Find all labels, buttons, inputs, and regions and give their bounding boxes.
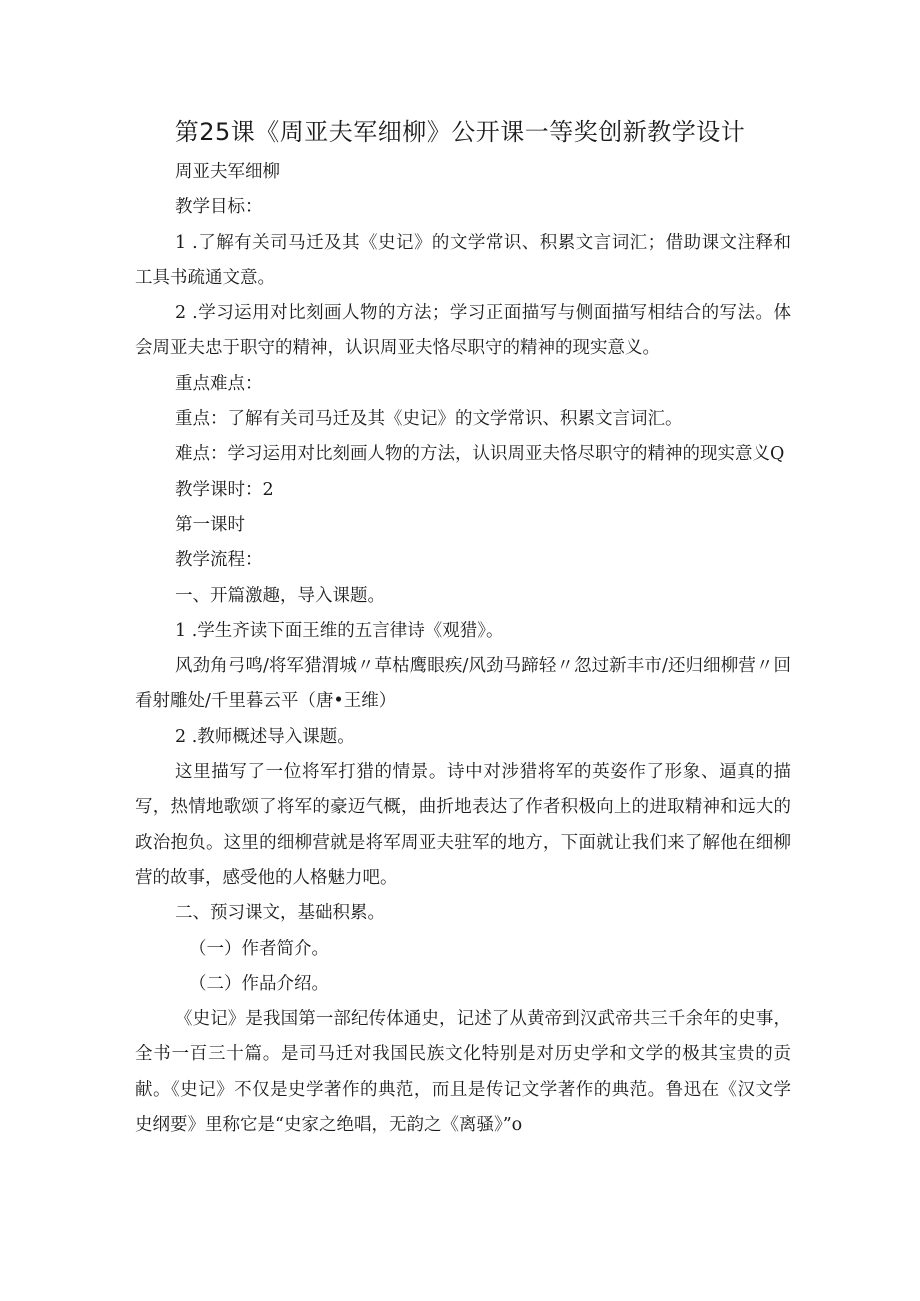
paragraph-lesson-name: 周亚夫军细柳: [175, 162, 280, 182]
paragraph-introduction: 这里描写了一位将军打猎的情景。诗中对涉猎将军的英姿作了形象、逼真的描写，热情地歌颂了将军的豪迈气概，曲折地表达了作者积极向上的进取精神和远大的政治抱负。这里的细柳营就是将军周亚夫驻军的地方，下面就让我们来了解他在细柳营的故事，感受他的人格魅力吧。: [135, 762, 791, 888]
paragraph-step-2: 2 .教师概述导入课题。: [175, 726, 355, 747]
paragraph-key-point: 重点：了解有关司马迁及其《史记》的文学常识、积累文言词汇。: [175, 409, 683, 430]
paragraph-process-heading: 教学流程：: [175, 550, 263, 571]
document-body: [135, 155, 791, 1143]
paragraph-section-two: 二、预习课文，基础积累。: [175, 903, 385, 924]
paragraph-objectives-heading: 教学目标：: [175, 197, 263, 218]
paragraph-shiji-description: 《史记》是我国第一部纪传体通史，记述了从黄帝到汉武帝共三千余年的史事，全书一百三十篇。是司马迁对我国民族文化特别是对历史学和文学的极其宝贵的贡献。《史记》不仅是史学著作的典范，而且是传记文学著作的典范。鲁迅在《汉文学史纲要》里称它是“史家之绝唱，无韵之《离骚》”o: [135, 1009, 791, 1136]
paragraph-objective-1: 1 .了解有关司马迁及其《史记》的文学常识、积累文言词汇；借助课文注释和工具书疏通文意。: [135, 232, 791, 288]
paragraph-step-1: 1 .学生齐读下面王维的五言律诗《观猎》。: [175, 620, 504, 641]
paragraph-difficult-point: 难点：学习运用对比刻画人物的方法，认识周亚夫恪尽职守的精神的现实意义Q: [175, 444, 785, 465]
paragraph-class-hours: 教学课时：2: [175, 479, 274, 500]
paragraph-section-one: 一、开篇激趣，导入课题。: [175, 585, 385, 606]
paragraph-key-points-heading: 重点难点：: [175, 373, 263, 394]
document-title: 第25课《周亚夫军细柳》公开课一等奖创新教学设计: [174, 118, 746, 146]
paragraph-objective-2: 2 .学习运用对比刻画人物的方法；学习正面描写与侧面描写相结合的写法。体会周亚夫忠于职守的精神，认识周亚夫恪尽职守的精神的现实意义。: [135, 303, 791, 359]
paragraph-work-intro: （二）作品介绍。: [189, 973, 329, 994]
paragraph-author-intro: （一）作者简介。: [189, 938, 329, 959]
paragraph-poem: 风劲角弓鸣/将军猎渭城〃草枯鹰眼疾/风劲马蹄轻〃忽过新丰市/还归细柳营〃回看射雕处/千里暮云平（唐•王维）: [135, 656, 791, 712]
paragraph-first-period: 第一课时: [175, 514, 245, 535]
